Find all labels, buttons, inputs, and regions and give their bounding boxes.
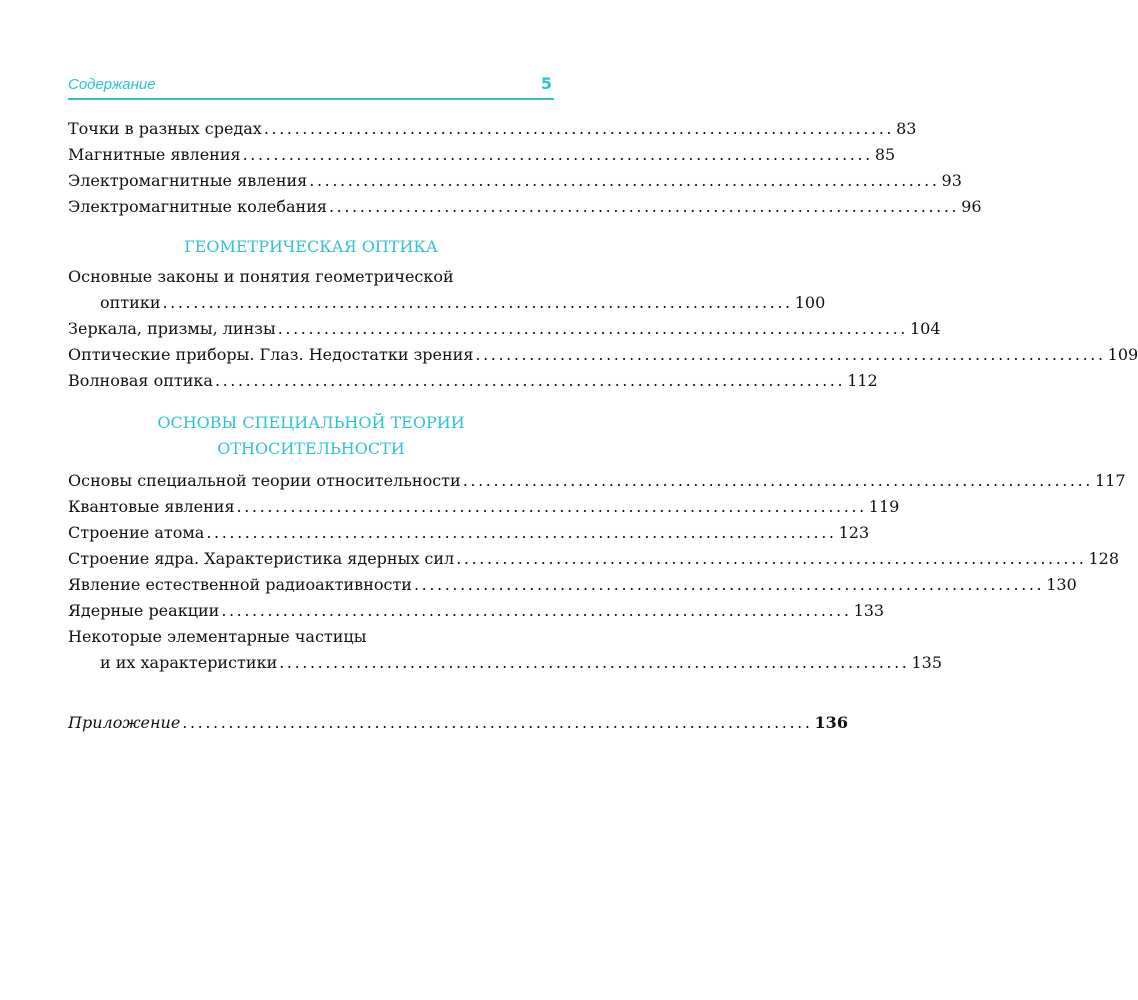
header-title: Содержание <box>68 76 156 93</box>
toc-entry[interactable] <box>68 494 900 520</box>
toc-entry[interactable] <box>68 520 870 546</box>
toc-entry-page: 85 <box>874 145 896 164</box>
toc-entry-page: 83 <box>896 119 917 138</box>
toc-entry-page: 112 <box>847 371 878 390</box>
dot-leader: .................................................................................. <box>277 319 908 338</box>
dot-leader: .................................................................................. <box>462 471 1093 490</box>
dot-leader: .................................................................................. <box>214 371 846 390</box>
toc-entry-page: 136 <box>814 713 848 732</box>
toc-entry-page: 117 <box>1094 471 1126 490</box>
toc-entry[interactable] <box>68 368 878 394</box>
section-heading-line: ОТНОСИТЕЛЬНОСТИ <box>217 439 405 458</box>
dot-leader: .................................................................................. <box>263 119 895 138</box>
toc-entry[interactable] <box>68 572 1077 598</box>
toc-entry[interactable] <box>68 194 982 220</box>
toc-entry-page: 130 <box>1046 575 1077 594</box>
toc-group-2 <box>68 264 1138 394</box>
dot-leader: .................................................................................. <box>328 197 960 216</box>
toc-entry[interactable] <box>68 468 1126 494</box>
toc-entry-page: 93 <box>941 171 962 190</box>
toc-entry-label: и их характеристики <box>100 653 278 672</box>
toc-entry-label: Приложение <box>68 713 181 732</box>
dot-leader: .................................................................................. <box>221 601 852 620</box>
section-heading <box>68 410 554 462</box>
toc-entry[interactable] <box>68 650 943 676</box>
section-heading: ГЕОМЕТРИЧЕСКАЯ ОПТИКА <box>184 237 438 256</box>
dot-leader: .................................................................................. <box>309 171 940 190</box>
toc-entry-page: 100 <box>794 293 826 312</box>
toc-entry-label: Электромагнитные явления <box>68 171 308 190</box>
toc-entry-first-line[interactable]: Некоторые элементарные частицы <box>68 627 367 646</box>
toc-entry-label: Строение атома <box>68 523 205 542</box>
toc-entry-label: Явление естественной радиоактивности <box>68 575 412 594</box>
toc-group-3 <box>68 468 1126 676</box>
toc-entry[interactable] <box>68 598 885 624</box>
toc-entry-page: 119 <box>868 497 900 516</box>
toc-entry-page: 135 <box>911 653 943 672</box>
toc-entry-page: 96 <box>961 197 982 216</box>
header-page-number: 5 <box>540 74 552 93</box>
section-heading-line: ОСНОВЫ СПЕЦИАЛЬНОЙ ТЕОРИИ <box>157 413 465 432</box>
toc-entry-first-line[interactable]: Основные законы и понятия геометрической <box>68 267 454 286</box>
dot-leader: .................................................................................. <box>162 293 793 312</box>
toc-entry[interactable] <box>68 316 941 342</box>
toc-entry-label: Электромагнитные колебания <box>68 197 327 216</box>
toc-group-1 <box>68 116 982 220</box>
toc-entry-label: Точки в разных средах <box>68 119 262 138</box>
dot-leader: .................................................................................. <box>413 575 1045 594</box>
dot-leader: .................................................................................. <box>456 549 1087 568</box>
dot-leader: .................................................................................. <box>475 345 1106 364</box>
dot-leader: .................................................................................. <box>236 497 867 516</box>
toc-entry-label: Основы специальной теории относительности <box>68 471 461 490</box>
toc-entry-page: 109 <box>1107 345 1138 364</box>
toc-entry-page: 104 <box>909 319 941 338</box>
toc-entry-page: 123 <box>838 523 870 542</box>
toc-entry-label: Оптические приборы. Глаз. Недостатки зрения <box>68 345 474 364</box>
dot-leader: .................................................................................. <box>182 713 813 732</box>
toc-entry[interactable] <box>68 342 1138 368</box>
toc-entry[interactable] <box>68 546 1120 572</box>
toc-entry-label: Строение ядра. Характеристика ядерных сил <box>68 549 455 568</box>
toc-entry[interactable] <box>68 168 962 194</box>
toc-entry-page: 128 <box>1088 549 1120 568</box>
toc-entry-label: Квантовые явления <box>68 497 235 516</box>
toc-entry-label: Магнитные явления <box>68 145 241 164</box>
toc-entry-label: оптики <box>100 293 161 312</box>
dot-leader: .................................................................................. <box>206 523 837 542</box>
toc-appendix <box>68 710 848 736</box>
page-header <box>68 74 554 100</box>
toc-entry-label: Зеркала, призмы, линзы <box>68 319 276 338</box>
toc-entry[interactable] <box>68 290 826 316</box>
toc-entry-page: 133 <box>853 601 885 620</box>
dot-leader: .................................................................................. <box>279 653 910 672</box>
toc-entry[interactable] <box>68 142 896 168</box>
toc-entry[interactable] <box>68 116 917 142</box>
toc-entry-label: Ядерные реакции <box>68 601 220 620</box>
dot-leader: .................................................................................. <box>242 145 873 164</box>
toc-entry-label: Волновая оптика <box>68 371 213 390</box>
toc-entry[interactable] <box>68 710 848 736</box>
